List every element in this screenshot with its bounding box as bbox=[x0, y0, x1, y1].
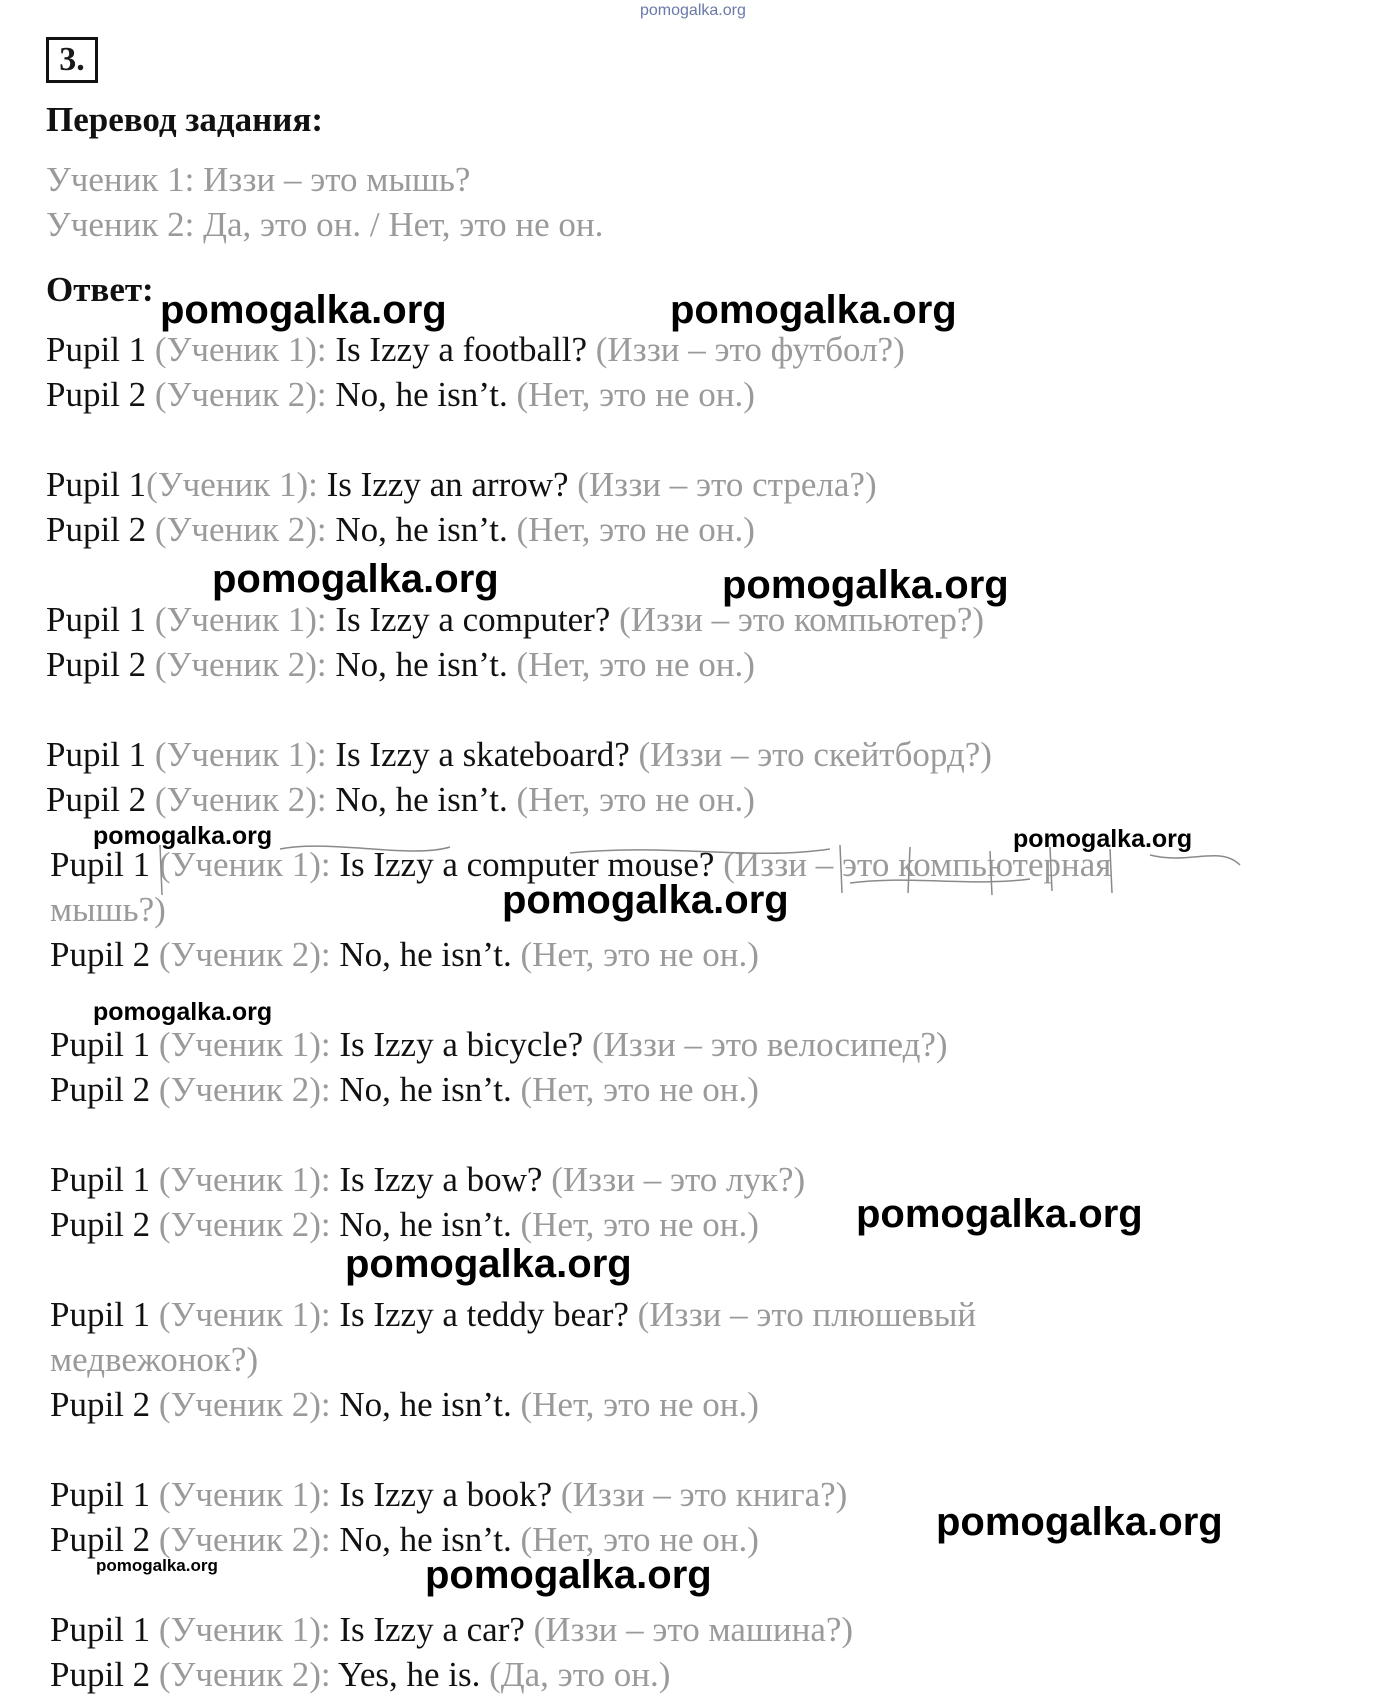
dialogue-4-question: Pupil 1 (Ученик 1): Is Izzy a skateboard? (Иззи – это скейтборд?) bbox=[46, 735, 992, 774]
dialogue-6-answer: Pupil 2 (Ученик 2): No, he isn’t. (Нет, это не он.) bbox=[50, 1070, 759, 1109]
watermark: pomogalka.org bbox=[160, 288, 447, 332]
dialogue-9-question: Pupil 1 (Ученик 1): Is Izzy a book? (Иззи – это книга?) bbox=[50, 1475, 848, 1514]
dialogue-8-question-continued: медвежонок?) bbox=[50, 1340, 259, 1379]
watermark: pomogalka.org bbox=[93, 998, 273, 1026]
dialogue-2-answer: Pupil 2 (Ученик 2): No, he isn’t. (Нет, это не он.) bbox=[46, 510, 755, 549]
dialogue-4-answer: Pupil 2 (Ученик 2): No, he isn’t. (Нет, это не он.) bbox=[46, 780, 755, 819]
watermark: pomogalka.org bbox=[1013, 825, 1193, 853]
watermark: pomogalka.org bbox=[722, 563, 1009, 607]
dialogue-9-answer: Pupil 2 (Ученик 2): No, he isn’t. (Нет, это не он.) bbox=[50, 1520, 759, 1559]
dialogue-3-question: Pupil 1 (Ученик 1): Is Izzy a computer? (Иззи – это компьютер?) bbox=[46, 600, 985, 639]
watermark: pomogalka.org bbox=[936, 1500, 1223, 1544]
dialogue-6-question: Pupil 1 (Ученик 1): Is Izzy a bicycle? (Иззи – это велосипед?) bbox=[50, 1025, 948, 1064]
task-number: 3. bbox=[46, 37, 98, 83]
dialogue-2-question: Pupil 1(Ученик 1): Is Izzy an arrow? (Иззи – это стрела?) bbox=[46, 465, 877, 504]
translation-line-2: Ученик 2: Да, это он. / Нет, это не он. bbox=[46, 205, 604, 244]
dialogue-8-answer: Pupil 2 (Ученик 2): No, he isn’t. (Нет, это не он.) bbox=[50, 1385, 759, 1424]
dialogue-1-question: Pupil 1 (Ученик 1): Is Izzy a football? (Иззи – это футбол?) bbox=[46, 330, 905, 369]
dialogue-10-answer: Pupil 2 (Ученик 2): Yes, he is. (Да, это он.) bbox=[50, 1655, 671, 1694]
translation-heading: Перевод задания: bbox=[46, 100, 324, 139]
dialogue-5-question: Pupil 1 (Ученик 1): Is Izzy a computer mouse? (Иззи – это компьютерная bbox=[50, 845, 1112, 884]
site-url-top[interactable]: pomogalka.org bbox=[640, 2, 746, 19]
translation-line-1: Ученик 1: Иззи – это мышь? bbox=[46, 160, 471, 199]
watermark: pomogalka.org bbox=[96, 1556, 218, 1575]
watermark: pomogalka.org bbox=[856, 1192, 1143, 1236]
dialogue-7-question: Pupil 1 (Ученик 1): Is Izzy a bow? (Иззи – это лук?) bbox=[50, 1160, 806, 1199]
dialogue-5-question-continued: мышь?) bbox=[50, 890, 166, 929]
dialogue-8-question: Pupil 1 (Ученик 1): Is Izzy a teddy bear? (Иззи – это плюшевый bbox=[50, 1295, 977, 1334]
watermark: pomogalka.org bbox=[93, 822, 273, 850]
watermark: pomogalka.org bbox=[212, 557, 499, 601]
dialogue-1-answer: Pupil 2 (Ученик 2): No, he isn’t. (Нет, это не он.) bbox=[46, 375, 755, 414]
answer-heading: Ответ: bbox=[46, 270, 154, 309]
watermark: pomogalka.org bbox=[425, 1553, 712, 1597]
watermark: pomogalka.org bbox=[670, 288, 957, 332]
dialogue-7-answer: Pupil 2 (Ученик 2): No, he isn’t. (Нет, это не он.) bbox=[50, 1205, 759, 1244]
dialogue-3-answer: Pupil 2 (Ученик 2): No, he isn’t. (Нет, это не он.) bbox=[46, 645, 755, 684]
watermark: pomogalka.org bbox=[502, 878, 789, 922]
watermark: pomogalka.org bbox=[345, 1242, 632, 1286]
dialogue-10-question: Pupil 1 (Ученик 1): Is Izzy a car? (Иззи – это машина?) bbox=[50, 1610, 854, 1649]
dialogue-5-answer: Pupil 2 (Ученик 2): No, he isn’t. (Нет, это не он.) bbox=[50, 935, 759, 974]
